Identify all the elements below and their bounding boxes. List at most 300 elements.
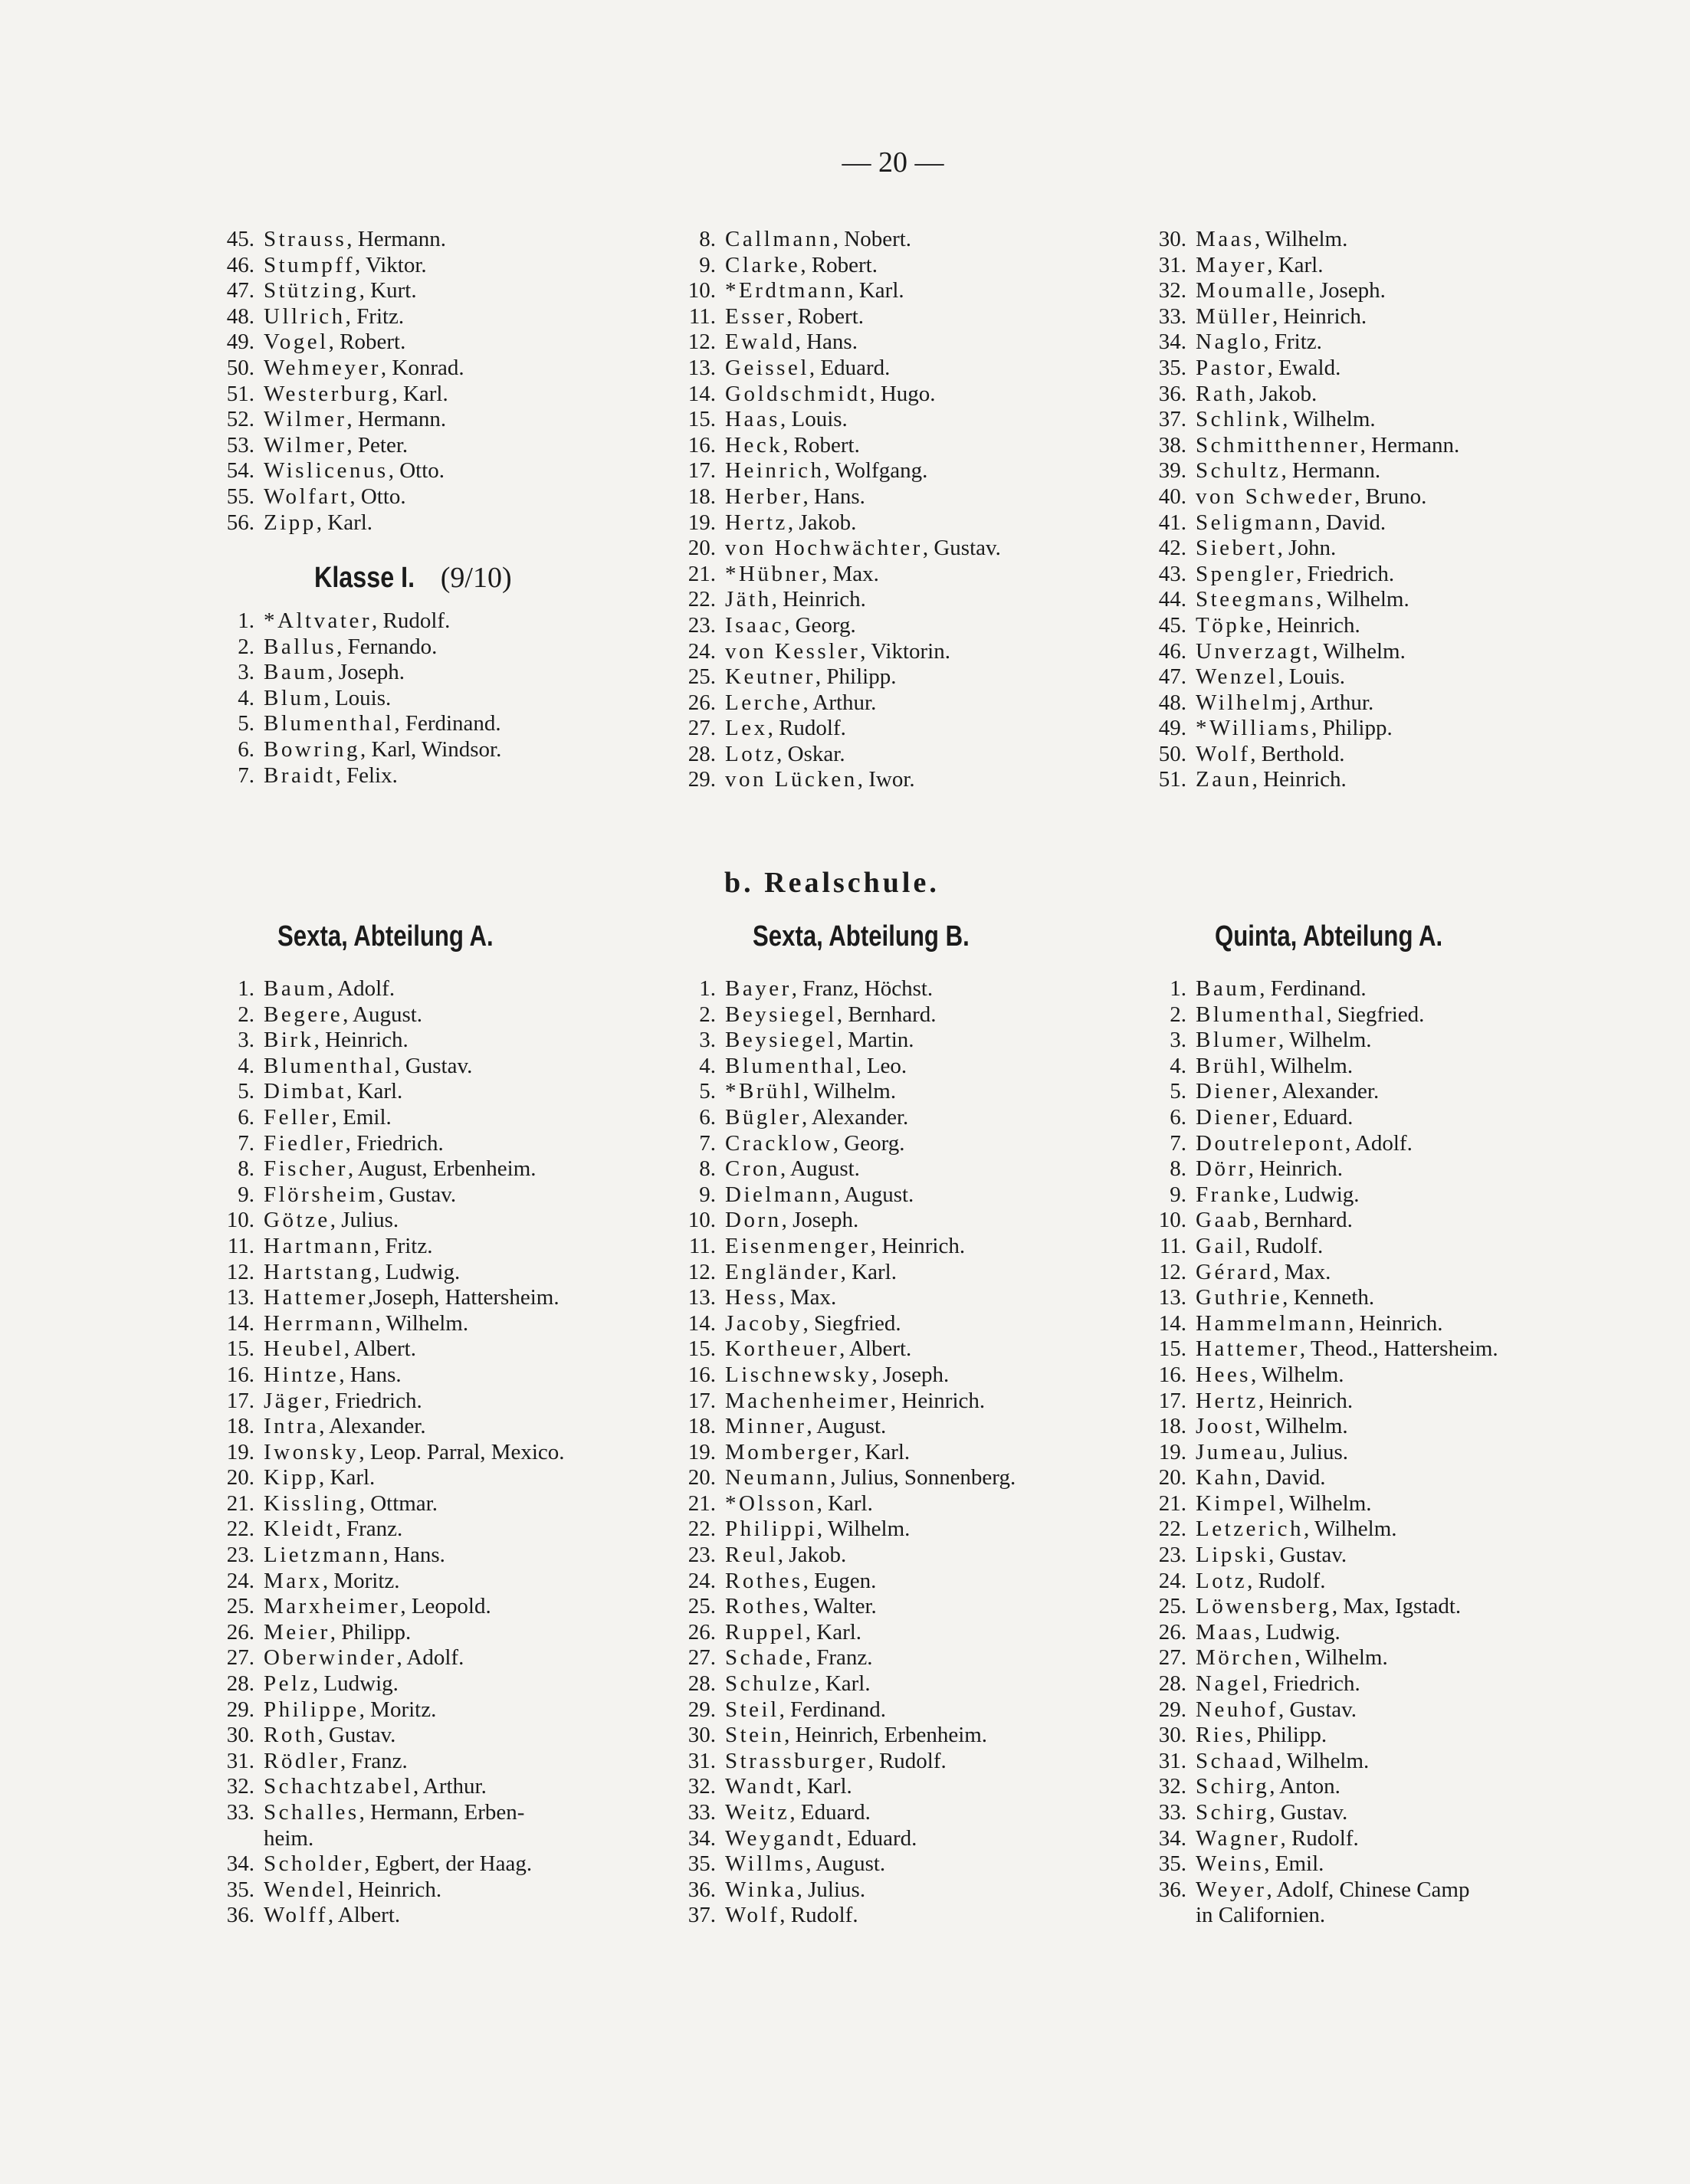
entry-name [264,1543,445,1569]
entry-given-name: , Friedrich. [323,1388,422,1413]
entry-given-name: , Joseph. [871,1362,950,1387]
list-item [201,1311,668,1337]
list-item [1133,1749,1600,1775]
entry-name [725,356,890,382]
entry-surname: Guthrie [1196,1285,1283,1310]
entry-surname: Schultz [1196,458,1281,484]
entry-given-name: , Robert. [800,252,878,277]
entry-surname: von Lücken [725,767,858,792]
entry-surname: Kleidt [264,1517,336,1542]
list-item [201,1465,668,1491]
entry-number: 4. [238,685,254,710]
entry-surname: Ruppel [725,1619,806,1645]
entry-surname: Fiedler [264,1130,346,1156]
entry-name [1196,1336,1498,1363]
entry-surname: Jäger [264,1388,324,1413]
entry-number: 10. [226,1208,254,1233]
entry-surname: Stumpff [264,252,356,277]
entry-given-name: , Alexander. [319,1414,426,1439]
entry-surname: Hertz [725,510,788,535]
list-item [201,660,668,686]
entry-name [725,562,879,588]
list-item [662,1440,1130,1466]
entry-number: 4. [1170,1053,1186,1078]
list-item [201,1620,668,1646]
entry-name [725,1105,908,1131]
entry-number: 22. [226,1517,254,1542]
list-item [201,737,668,763]
entry-given-name: , Wilhelm. [1282,407,1376,432]
entry-number: 32. [1158,1774,1186,1799]
list-item [662,1260,1130,1286]
entry-number: 9. [699,1182,716,1207]
entry-number: 16. [1158,1362,1186,1387]
list-item [1133,1156,1600,1182]
list-item [662,1517,1130,1543]
entry-number: 19. [1158,1439,1186,1464]
list-item [662,1774,1130,1800]
list-item [1133,1414,1600,1440]
entry-number: 9. [238,1182,254,1207]
entry-given-name: , Egbert, der Haag. [364,1851,533,1877]
entry-given-name: , Karl, Windsor. [360,736,502,762]
entry-given-name: , Ludwig. [1254,1619,1341,1645]
entry-surname: Brühl [1196,1053,1260,1078]
list-item [1133,1002,1600,1028]
list-item [662,1851,1130,1877]
entry-name [725,976,933,1002]
entry-name [264,1336,416,1363]
entry-given-name: , Wolfgang. [824,458,928,484]
entry-number: 17. [687,458,716,484]
entry-name [725,253,878,279]
entry-number: 11. [227,1233,254,1258]
list-item [662,1723,1130,1749]
entry-given-name: , Heinrich. [890,1388,986,1413]
entry-number: 20. [687,536,716,561]
entry-number: 18. [687,1414,716,1439]
entry-name [725,484,865,510]
entry-surname: Rothes [725,1594,803,1619]
entry-given-name: , August, Erbenheim. [347,1156,537,1182]
entry-given-name: , Eduard. [1272,1104,1354,1130]
entry-name [1196,1826,1359,1852]
list-item [662,1079,1130,1105]
entry-number: 35. [1158,1851,1186,1877]
list-item [1133,1028,1600,1054]
entry-surname: Callmann [725,227,833,251]
list-item [662,1234,1130,1260]
entry-given-name: , David. [1254,1465,1326,1490]
entry-given-name: , Wilhelm. [802,1079,897,1104]
list-item [1133,1774,1600,1800]
list-item [662,742,1130,768]
list-item [1133,587,1600,613]
entry-surname: Dorn [725,1208,782,1233]
entry-number: 24. [1158,1568,1186,1593]
entry-name [264,1260,460,1286]
entry-number: 26. [687,690,716,715]
entry-given-name: , Gustav. [1269,1800,1348,1825]
entry-name [1196,1311,1443,1337]
entry-given-name: , Gustav. [378,1182,457,1207]
list-item [201,1054,668,1080]
entry-number: 5. [1170,1079,1186,1104]
entry-name [264,1723,395,1749]
entry-number: 4. [238,1053,254,1078]
entry-surname: Vogel [264,330,329,355]
entry-name [725,742,845,768]
list-item [662,536,1130,562]
entry-given-name: , Emil. [1264,1851,1324,1877]
entry-surname: Lerche [725,690,803,715]
klasse-fraction: (9/10) [440,562,512,594]
entry-surname: Seligmann [1196,510,1315,535]
entry-name [725,716,846,742]
entry-name [1196,1079,1379,1105]
list-item [201,686,668,712]
entry-surname: Wolfart [264,484,350,509]
entry-name [1196,1156,1343,1182]
entry-number: 22. [687,1517,716,1542]
entry-name [264,1903,400,1929]
entry-number: 49. [226,330,254,355]
entry-given-name: , Hermann. [1281,458,1381,484]
entry-surname: Keutner [725,664,815,690]
entry-surname: Maas [1196,227,1255,251]
entry-surname: Cracklow [725,1130,833,1156]
entry-given-name: , Friedrich. [1262,1671,1360,1697]
entry-name [725,458,927,484]
entry-number: 3. [1170,1028,1186,1053]
entry-surname: Westerburg [264,381,392,406]
entry-number: 8. [1170,1156,1186,1182]
entry-given-name: , Adolf. [396,1645,464,1671]
entry-number: 31. [226,1748,254,1773]
entry-name [264,1208,399,1234]
entry-number: 9. [699,252,716,277]
entry-number: 13. [226,1285,254,1310]
entry-name [264,1645,464,1671]
list-item [201,1002,668,1028]
entry-given-name: , Jakob. [787,510,857,535]
list-item [1133,510,1600,536]
entry-number: 22. [1158,1517,1186,1542]
entry-given-name: , Karl. [816,1490,873,1516]
entry-surname: Lipski [1196,1543,1269,1568]
list-item [1133,1877,1600,1904]
entry-name [1196,613,1360,639]
entry-surname: Schmitthenner [1196,432,1360,457]
list-item [662,407,1130,433]
entry-given-name: , Heinrich. [771,587,866,612]
entry-surname: Rödler [264,1748,340,1773]
entry-name [264,1517,402,1543]
entry-number: 53. [226,432,254,457]
entry-surname: Lex [725,716,768,741]
entry-number: 27. [226,1645,254,1671]
entry-surname: Schachtzabel [264,1774,413,1799]
entry-given-name: , Heinrich. [1265,612,1360,638]
list-item [662,1389,1130,1415]
entry-number: 29. [226,1697,254,1722]
entry-surname: Wilhelmj [1196,690,1301,715]
entry-number: 41. [1158,510,1186,535]
list-item [1133,613,1600,639]
list-item [662,1182,1130,1208]
entry-surname: Strassburger [725,1748,868,1773]
entry-surname: Kimpel [1196,1490,1278,1516]
entry-name [725,330,858,356]
entry-name [264,1234,433,1260]
entry-number: 17. [1158,1388,1186,1413]
list-item [201,1440,668,1466]
entry-given-name: , Otto. [349,484,406,509]
entry-given-name: , Franz. [805,1645,873,1671]
entry-name [264,1594,491,1620]
entry-given-name: , Walter. [802,1594,877,1619]
entry-surname: Kahn [1196,1465,1255,1490]
entry-number: 32. [226,1774,254,1799]
list-item [662,1671,1130,1697]
entry-name [1196,1414,1348,1440]
list-item [1133,1851,1600,1877]
entry-surname: Bowring [264,736,360,762]
entry-number: 14. [687,1310,716,1336]
entry-given-name: , Julius. [796,1877,866,1902]
list-item [1133,1105,1600,1131]
list-item [201,1723,668,1749]
entry-given-name: , Karl. [805,1619,862,1645]
list-item [662,330,1130,356]
entry-surname: Wenzel [1196,664,1278,690]
entry-surname: Fischer [264,1156,348,1182]
entry-name [725,1028,914,1054]
list-item [662,1363,1130,1389]
entry-given-name: , Bruno. [1354,484,1427,509]
list-item [201,227,668,253]
entry-number: 19. [687,510,716,535]
list-item [1133,1389,1600,1415]
entry-surname: Geissel [725,355,809,380]
entry-name [264,1440,565,1466]
list-item [1133,227,1600,253]
entry-surname: Lotz [725,741,777,766]
list-item [662,1620,1130,1646]
entry-number: 33. [1158,1800,1186,1825]
entry-given-name: , Peter. [346,432,409,457]
entry-given-name: , Wilhelm. [1312,638,1406,664]
entry-name [1196,1054,1353,1080]
entry-surname: Beysiegel [725,1002,837,1027]
list-item [201,458,668,484]
entry-surname: Philippi [725,1517,817,1542]
entry-number: 38. [1158,432,1186,457]
entry-name [725,1260,897,1286]
entry-number: 10. [687,1208,716,1233]
entry-given-name: , Rudolf. [1280,1825,1359,1851]
entry-name [725,1131,904,1157]
list-item [201,330,668,356]
entry-surname: Marxheimer [264,1594,401,1619]
list-item [662,1543,1130,1569]
list-item [201,1336,668,1363]
list-item [662,562,1130,588]
entry-surname: Esser [725,303,787,329]
entry-given-name: , Georg. [784,612,856,638]
list-item [662,1465,1130,1491]
entry-given-name: , Gustav. [394,1053,473,1078]
entry-name [725,1336,911,1363]
entry-name [264,304,404,330]
entry-surname: Neumann [725,1465,831,1490]
entry-name [725,536,1001,562]
entry-number: 31. [1158,252,1186,277]
entry-given-name: , Albert. [343,1336,416,1362]
entry-number: 24. [687,1568,716,1593]
entry-given-name: , Philipp. [1245,1723,1327,1748]
entry-number: 28. [226,1671,254,1697]
entry-number: 20. [1158,1465,1186,1490]
entry-number: 56. [226,510,254,535]
entry-surname: Diener [1196,1104,1272,1130]
entry-surname: Ullrich [264,303,346,329]
entry-number: 50. [226,355,254,380]
entry-surname: Wolf [1196,741,1251,766]
entry-number: 17. [226,1388,254,1413]
entry-surname: Dielmann [725,1182,835,1207]
entry-name [725,1414,886,1440]
entry-number: 21. [1158,1490,1186,1516]
entry-name [1196,1028,1372,1054]
entry-number: 31. [1158,1748,1186,1773]
entry-given-name: , Eugen. [802,1568,877,1593]
entry-surname: Feller [264,1104,332,1130]
entry-name [264,382,448,408]
list-item [1133,1285,1600,1311]
entry-number: 27. [687,716,716,741]
list-item [1133,304,1600,330]
entry-number: 26. [687,1619,716,1645]
entry-given-name: , Arthur. [412,1774,487,1799]
entry-number: 36. [226,1903,254,1928]
list-item [201,510,668,536]
entry-name [264,253,427,279]
entry-name [264,1774,487,1800]
entry-given-name: , Hans. [382,1543,445,1568]
entry-number: 1. [1170,976,1186,1001]
entry-continuation: in Californien. [1196,1903,1326,1928]
entry-surname: Heubel [264,1336,344,1362]
entry-surname: Engländer [725,1259,841,1284]
entry-name [725,1182,914,1208]
entry-number: 15. [1158,1336,1186,1362]
entry-name [264,660,405,686]
entry-number: 9. [1170,1182,1186,1207]
entry-name [1196,1131,1413,1157]
list-item [201,608,668,635]
list-item [201,1208,668,1234]
entry-name [1196,382,1317,408]
entry-given-name: , Max. [779,1285,837,1310]
entry-number: 15. [226,1336,254,1362]
list-item [201,484,668,510]
entry-name [725,1877,865,1904]
entry-surname: Lischnewsky [725,1362,872,1387]
entry-name [264,1311,468,1337]
entry-name [725,1569,876,1595]
entry-name [1196,1723,1327,1749]
entry-given-name: , Eduard. [809,355,891,380]
entry-surname: Diener [1196,1079,1272,1104]
entry-surname: Wehmeyer [264,355,381,380]
entry-name [264,1697,436,1723]
entry-surname: Rothes [725,1568,803,1593]
entry-given-name: , Hermann, Erben- [359,1800,525,1825]
realschule-title: b. Realschule. [724,867,940,899]
entry-surname: Wolff [264,1903,328,1928]
entry-given-name: , Wilhelm. [816,1517,911,1542]
list-item [201,1517,668,1543]
entry-name [1196,1465,1325,1491]
entry-surname: Hintze [264,1362,340,1387]
entry-name [1196,1877,1469,1904]
entry-number: 5. [238,711,254,736]
entry-number: 14. [687,381,716,406]
entry-name [725,1491,873,1517]
entry-surname: Wilmer [264,407,347,432]
entry-name [1196,227,1347,253]
entry-surname: Ewald [725,330,796,355]
list-item [1133,1543,1600,1569]
entry-name [1196,458,1380,484]
list-item [662,1594,1130,1620]
entry-number: 16. [687,1362,716,1387]
entry-surname: Baum [264,660,328,685]
entry-surname: Hartstang [264,1259,375,1284]
entry-given-name: , Otto. [388,458,445,484]
list-item [1133,1234,1600,1260]
entry-number: 21. [226,1490,254,1516]
entry-given-name: , Heinrich, Erbenheim. [784,1723,988,1748]
list-item [1133,1645,1600,1671]
list-item [201,382,668,408]
entry-number: 25. [687,1594,716,1619]
entry-name [1196,304,1367,330]
entry-number: 2. [699,1002,716,1027]
entry-given-name: , Philipp. [815,664,897,690]
entry-given-name: , Alexander. [1272,1079,1380,1104]
entry-given-name: , Karl. [319,1465,376,1490]
entry-name [264,1465,375,1491]
entry-given-name: , Philipp. [1311,716,1393,741]
entry-number: 51. [1158,767,1186,792]
entry-name [725,1285,836,1311]
entry-number: 34. [226,1851,254,1877]
entry-number: 3. [238,660,254,685]
entry-surname: Kortheuer [725,1336,840,1362]
list-item [662,1749,1130,1775]
list-item [1133,1131,1600,1157]
entry-given-name: , Rudolf. [767,716,846,741]
entry-surname: Blum [264,685,324,710]
list-item [1133,1569,1600,1595]
entry-number: 23. [687,1543,716,1568]
entry-name [1196,278,1386,304]
list-item [662,1131,1130,1157]
entry-number: 4. [699,1053,716,1078]
list-item [1133,1079,1600,1105]
